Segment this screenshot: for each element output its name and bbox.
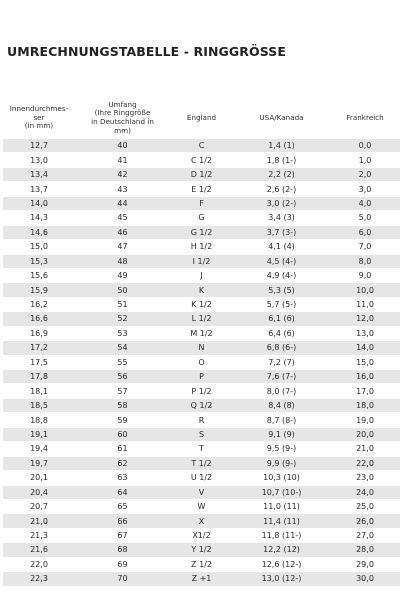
cell-france: 21,0 <box>356 444 374 454</box>
cell-england: Q 1/2 <box>190 401 213 411</box>
cell-england: E 1/2 <box>191 184 212 194</box>
cell-england: D 1/2 <box>190 170 213 180</box>
cell-usa-canada: 7,2 (7) <box>268 357 295 367</box>
cell-france: 26,0 <box>356 516 374 526</box>
cell-circumference: 44 <box>117 198 128 208</box>
cell-usa-canada: 11,8 (11-) <box>261 531 302 541</box>
cell-circumference: 69 <box>117 559 128 569</box>
cell-usa-canada: 8,7 (8-) <box>266 415 297 425</box>
table-body <box>3 139 400 587</box>
header-england: England <box>186 112 217 122</box>
table-row <box>3 327 400 341</box>
cell-usa-canada: 9,5 (9-) <box>266 444 297 454</box>
cell-inner-diameter: 15,6 <box>30 271 48 281</box>
table-row <box>3 457 400 471</box>
cell-circumference: 49 <box>117 271 128 281</box>
cell-usa-canada: 6,8 (6-) <box>266 343 297 353</box>
cell-france: 4,0 <box>358 198 372 208</box>
cell-circumference: 59 <box>117 415 128 425</box>
cell-inner-diameter: 22,3 <box>30 574 48 584</box>
cell-usa-canada: 12,2 (12) <box>263 545 300 555</box>
table-row <box>3 356 400 370</box>
cell-circumference: 62 <box>117 458 128 468</box>
cell-england: V <box>198 487 205 497</box>
table-row <box>3 572 400 586</box>
cell-usa-canada: 12,6 (12-) <box>261 559 302 569</box>
cell-circumference: 52 <box>117 314 128 324</box>
cell-france: 17,0 <box>356 386 374 396</box>
cell-circumference: 65 <box>117 502 128 512</box>
cell-inner-diameter: 16,2 <box>30 300 48 310</box>
cell-usa-canada: 1,8 (1-) <box>266 155 297 165</box>
cell-circumference: 43 <box>117 184 128 194</box>
cell-circumference: 66 <box>117 516 128 526</box>
cell-circumference: 42 <box>117 170 128 180</box>
cell-circumference: 51 <box>117 300 128 310</box>
cell-inner-diameter: 16,9 <box>30 328 48 338</box>
cell-usa-canada: 8,4 (8) <box>268 401 295 411</box>
cell-circumference: 64 <box>117 487 128 497</box>
cell-england: M 1/2 <box>190 328 213 338</box>
cell-inner-diameter: 18,1 <box>30 386 48 396</box>
cell-circumference: 53 <box>117 328 128 338</box>
cell-circumference: 41 <box>117 155 128 165</box>
cell-usa-canada: 10,3 (10) <box>263 473 300 483</box>
cell-england: I 1/2 <box>192 256 211 266</box>
cell-inner-diameter: 20,4 <box>30 487 48 497</box>
cell-france: 18,0 <box>356 401 374 411</box>
cell-inner-diameter: 14,6 <box>30 227 48 237</box>
table-row <box>3 442 400 456</box>
table-row <box>3 240 400 254</box>
cell-inner-diameter: 18,5 <box>30 401 48 411</box>
cell-circumference: 58 <box>117 401 128 411</box>
cell-inner-diameter: 15,0 <box>30 242 48 252</box>
cell-inner-diameter: 20,7 <box>30 502 48 512</box>
cell-england: W <box>197 502 206 512</box>
cell-usa-canada: 5,3 (5) <box>268 285 295 295</box>
cell-usa-canada: 1,4 (1) <box>268 141 295 151</box>
table-row <box>3 341 400 355</box>
cell-usa-canada: 3,4 (3) <box>268 213 295 223</box>
cell-usa-canada: 5,7 (5-) <box>266 300 297 310</box>
cell-usa-canada: 2,2 (2) <box>268 170 295 180</box>
cell-usa-canada: 6,1 (6) <box>268 314 295 324</box>
cell-england: X <box>198 516 205 526</box>
cell-france: 1,0 <box>358 155 372 165</box>
cell-usa-canada: 6,4 (6) <box>268 328 295 338</box>
cell-inner-diameter: 13,4 <box>30 170 48 180</box>
cell-france: 12,0 <box>356 314 374 324</box>
cell-usa-canada: 7,6 (7-) <box>266 372 297 382</box>
cell-france: 27,0 <box>356 531 374 541</box>
table-row <box>3 399 400 413</box>
cell-inner-diameter: 17,2 <box>30 343 48 353</box>
table-row <box>3 153 400 167</box>
cell-circumference: 40 <box>117 141 128 151</box>
cell-inner-diameter: 20,1 <box>30 473 48 483</box>
table-row <box>3 558 400 572</box>
cell-inner-diameter: 21,3 <box>30 531 48 541</box>
cell-circumference: 68 <box>117 545 128 555</box>
cell-circumference: 55 <box>117 357 128 367</box>
cell-france: 23,0 <box>356 473 374 483</box>
cell-england: C 1/2 <box>190 155 212 165</box>
cell-inner-diameter: 19,7 <box>30 458 48 468</box>
cell-circumference: 48 <box>117 256 128 266</box>
cell-circumference: 67 <box>117 531 128 541</box>
cell-england: F <box>199 198 204 208</box>
cell-circumference: 54 <box>117 343 128 353</box>
cell-circumference: 45 <box>117 213 128 223</box>
cell-usa-canada: 2,6 (2-) <box>266 184 297 194</box>
table-row <box>3 370 400 384</box>
cell-england: X1/2 <box>192 531 211 541</box>
cell-inner-diameter: 14,0 <box>30 198 48 208</box>
cell-circumference: 50 <box>117 285 128 295</box>
cell-circumference: 47 <box>117 242 128 252</box>
cell-france: 8,0 <box>358 256 372 266</box>
cell-england: P <box>199 372 204 382</box>
cell-france: 7,0 <box>358 242 372 252</box>
cell-england: K <box>198 285 205 295</box>
cell-england: P 1/2 <box>191 386 212 396</box>
cell-france: 25,0 <box>356 502 374 512</box>
header-usa-canada: USA/Kanada <box>259 112 304 122</box>
cell-france: 16,0 <box>356 372 374 382</box>
cell-france: 29,0 <box>356 559 374 569</box>
cell-circumference: 57 <box>117 386 128 396</box>
table-row <box>3 500 400 514</box>
table-row <box>3 269 400 283</box>
cell-usa-canada: 8,0 (7-) <box>266 386 297 396</box>
cell-england: T 1/2 <box>191 458 212 468</box>
table-row <box>3 529 400 543</box>
cell-england: U 1/2 <box>190 473 213 483</box>
page-title: UMRECHNUNGSTABELLE - RINGGRÖSSE <box>7 44 286 59</box>
cell-inner-diameter: 15,3 <box>30 256 48 266</box>
cell-inner-diameter: 14,3 <box>30 213 48 223</box>
cell-usa-canada: 4,1 (4) <box>268 242 295 252</box>
table-row <box>3 471 400 485</box>
cell-england: O <box>198 357 205 367</box>
table-row <box>3 211 400 225</box>
cell-usa-canada: 4,5 (4-) <box>266 256 297 266</box>
cell-inner-diameter: 16,6 <box>30 314 48 324</box>
cell-circumference: 60 <box>117 429 128 439</box>
cell-inner-diameter: 22,0 <box>30 559 48 569</box>
cell-usa-canada: 3,7 (3-) <box>266 227 297 237</box>
cell-england: Z +1 <box>191 574 212 584</box>
cell-england: N <box>198 343 205 353</box>
cell-england: C <box>198 141 205 151</box>
cell-usa-canada: 9,9 (9-) <box>266 458 297 468</box>
cell-inner-diameter: 13,7 <box>30 184 48 194</box>
cell-england: J <box>200 271 203 281</box>
cell-circumference: 70 <box>117 574 128 584</box>
cell-france: 30,0 <box>356 574 374 584</box>
cell-circumference: 61 <box>117 444 128 454</box>
cell-england: S <box>198 429 205 439</box>
cell-england: Y 1/2 <box>191 545 212 555</box>
cell-france: 6,0 <box>358 227 372 237</box>
table-row <box>3 168 400 182</box>
cell-england: T <box>199 444 204 454</box>
cell-france: 24,0 <box>356 487 374 497</box>
cell-usa-canada: 9,1 (9) <box>268 429 295 439</box>
cell-france: 5,0 <box>358 213 372 223</box>
cell-england: K 1/2 <box>191 300 212 310</box>
cell-france: 28,0 <box>356 545 374 555</box>
cell-circumference: 63 <box>117 473 128 483</box>
header-circumference: Umfang (Ihre Ringgröße in Deutschland in mm) <box>91 99 154 135</box>
cell-inner-diameter: 13,0 <box>30 155 48 165</box>
table-row <box>3 413 400 427</box>
table-header <box>3 98 400 138</box>
cell-france: 0,0 <box>358 141 372 151</box>
cell-france: 11,0 <box>356 300 374 310</box>
cell-france: 10,0 <box>356 285 374 295</box>
table-row <box>3 226 400 240</box>
cell-usa-canada: 13,0 (12-) <box>261 574 302 584</box>
header-inner-diameter: Innendurchmes- ser (in mm) <box>9 104 69 131</box>
table-row <box>3 139 400 153</box>
cell-inner-diameter: 21,6 <box>30 545 48 555</box>
cell-inner-diameter: 19,1 <box>30 429 48 439</box>
table-row <box>3 283 400 297</box>
cell-circumference: 56 <box>117 372 128 382</box>
table-row <box>3 543 400 557</box>
cell-england: H 1/2 <box>190 242 213 252</box>
cell-usa-canada: 11,4 (11) <box>263 516 300 526</box>
cell-england: L 1/2 <box>191 314 212 324</box>
cell-france: 14,0 <box>356 343 374 353</box>
header-france: Frankreich <box>346 112 384 122</box>
cell-inner-diameter: 17,5 <box>30 357 48 367</box>
table-row <box>3 428 400 442</box>
table-row <box>3 486 400 500</box>
cell-france: 2,0 <box>358 170 372 180</box>
cell-france: 15,0 <box>356 357 374 367</box>
cell-circumference: 46 <box>117 227 128 237</box>
cell-usa-canada: 4,9 (4-) <box>266 271 297 281</box>
table-row <box>3 384 400 398</box>
cell-france: 22,0 <box>356 458 374 468</box>
table-row <box>3 312 400 326</box>
table-row <box>3 255 400 269</box>
cell-inner-diameter: 19,4 <box>30 444 48 454</box>
cell-france: 19,0 <box>356 415 374 425</box>
cell-inner-diameter: 15,9 <box>30 285 48 295</box>
table-row <box>3 182 400 196</box>
cell-france: 3,0 <box>358 184 372 194</box>
cell-usa-canada: 10,7 (10-) <box>261 487 302 497</box>
cell-inner-diameter: 12,7 <box>30 141 48 151</box>
cell-france: 20,0 <box>356 429 374 439</box>
cell-england: G <box>198 213 205 223</box>
cell-inner-diameter: 21,0 <box>30 516 48 526</box>
cell-usa-canada: 3,0 (2-) <box>266 198 297 208</box>
table-row <box>3 514 400 528</box>
cell-england: Z 1/2 <box>191 559 212 569</box>
cell-england: R <box>198 415 205 425</box>
ring-size-table <box>3 98 400 587</box>
cell-inner-diameter: 18,8 <box>30 415 48 425</box>
cell-france: 13,0 <box>356 328 374 338</box>
cell-inner-diameter: 17,8 <box>30 372 48 382</box>
cell-usa-canada: 11,0 (11) <box>263 502 300 512</box>
cell-france: 9,0 <box>358 271 372 281</box>
table-row <box>3 197 400 211</box>
table-row <box>3 298 400 312</box>
cell-england: G 1/2 <box>190 227 213 237</box>
